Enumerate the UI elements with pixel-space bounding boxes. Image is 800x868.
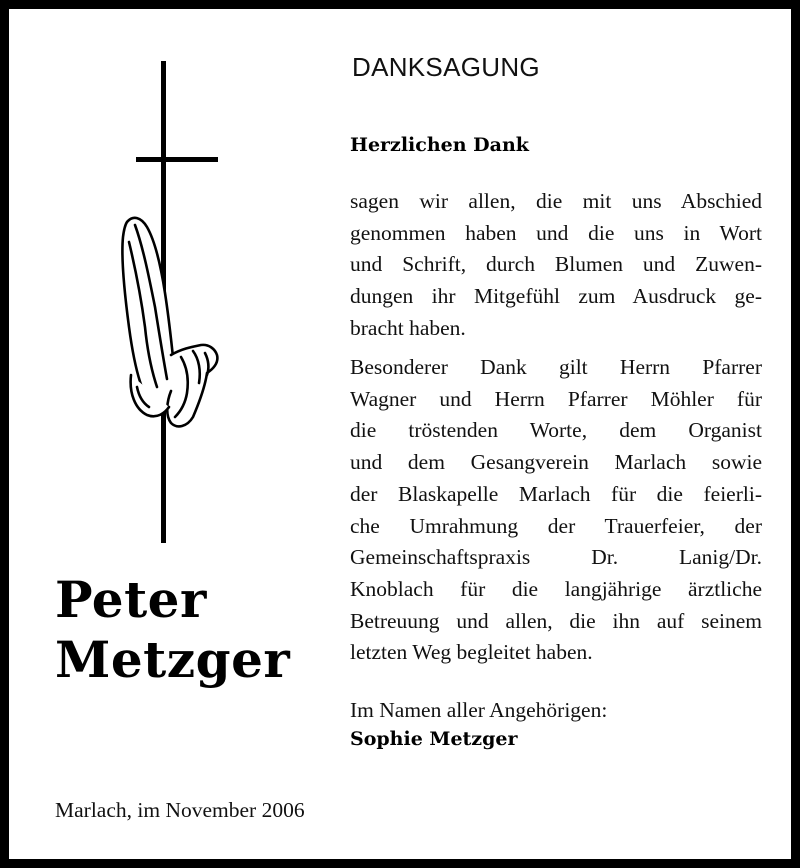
notice-heading: DANKSAGUNG (352, 52, 540, 82)
deceased-first-name: Peter (55, 570, 207, 629)
paragraph-line: und Schrift, durch Blumen und Zuwen- (350, 252, 762, 277)
paragraph-line: letzten Weg begleitet haben. (350, 640, 593, 665)
paragraph-line: die tröstenden Worte, dem Organist (350, 418, 762, 443)
paragraph-line: che Umrahmung der Trauerfeier, der (350, 513, 762, 538)
paragraph-line: Gemeinschaftspraxis Dr. Lanig/Dr. (350, 545, 762, 570)
thanks-paragraph-2 (350, 352, 762, 669)
paragraph-line: bracht haben. (350, 315, 466, 340)
paragraph-line: Wagner und Herrn Pfarrer Möhler für (350, 386, 762, 411)
paragraph-line: der Blaskapelle Marlach für die feierli- (350, 481, 762, 506)
paragraph-line: genommen haben und die uns in Wort (350, 220, 762, 245)
paragraph-line: Betreuung und allen, die ihn auf seinem (350, 608, 762, 633)
signature-name: Sophie Metzger (350, 728, 518, 750)
deceased-last-name: Metzger (55, 630, 291, 689)
regards-line: Im Namen aller Angehörigen: (350, 698, 608, 722)
place-and-date: Marlach, im November 2006 (55, 798, 305, 822)
cross-with-praying-hands-icon (109, 57, 239, 547)
thanks-paragraph-1 (350, 186, 762, 345)
paragraph-line: dungen ihr Mitgefühl zum Ausdruck ge- (350, 284, 762, 309)
paragraph-line: Knoblach für die langjährige ärztliche (350, 576, 762, 601)
paragraph-line: Besonderer Dank gilt Herrn Pfarrer (350, 355, 762, 379)
paragraph-line: und dem Gesangverein Marlach sowie (350, 450, 762, 475)
notice-subheading: Herzlichen Dank (350, 134, 529, 156)
paragraph-line: sagen wir allen, die mit uns Abschied (350, 189, 762, 213)
